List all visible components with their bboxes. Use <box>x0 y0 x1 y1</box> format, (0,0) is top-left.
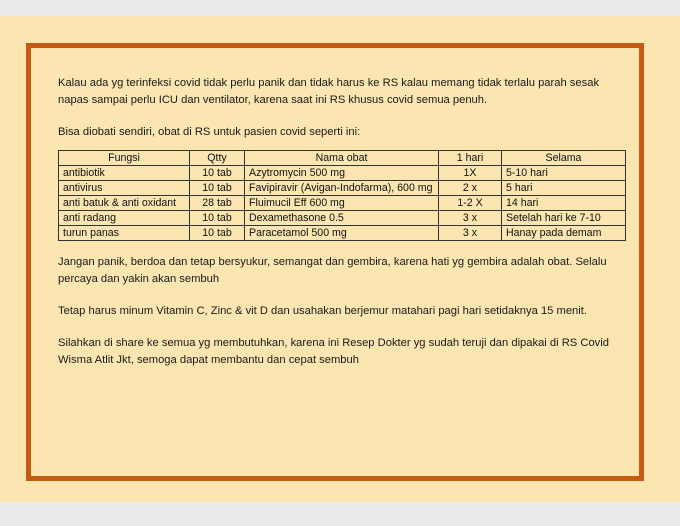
cell-fungsi: antibiotik <box>59 166 190 181</box>
cell-nama-obat: Fluimucil Eff 600 mg <box>245 196 439 211</box>
cell-nama-obat: Favipiravir (Avigan-Indofarma), 600 mg <box>245 181 439 196</box>
cell-selama: Hanay pada demam <box>502 226 626 241</box>
vitamin-paragraph: Tetap harus minum Vitamin C, Zinc & vit D dan usahakan berjemur matahari pagi hari setidaknya 15 menit. <box>58 305 587 317</box>
header-selama: Selama <box>502 151 626 166</box>
cell-fungsi: anti batuk & anti oxidant <box>59 196 190 211</box>
cell-nama-obat: Paracetamol 500 mg <box>245 226 439 241</box>
table-row <box>59 181 626 196</box>
header-fungsi: Fungsi <box>59 151 190 166</box>
share-paragraph: Silahkan di share ke semua yg membutuhkan, karena ini Resep Dokter yg sudah teruji dan dipakai di RS Covid Wisma Atlit Jkt, semoga dapat membantu dan cepat sembuh <box>58 337 609 366</box>
lead-paragraph: Bisa diobati sendiri, obat di RS untuk pasien covid seperti ini: <box>58 126 361 138</box>
cell-fungsi: antivirus <box>59 181 190 196</box>
cell-qtty: 28 tab <box>190 196 245 211</box>
cell-nama-obat: Dexamethasone 0.5 <box>245 211 439 226</box>
table-row <box>59 196 626 211</box>
cell-1-hari: 1X <box>439 166 502 181</box>
header-1-hari: 1 hari <box>439 151 502 166</box>
cell-qtty: 10 tab <box>190 181 245 196</box>
cell-1-hari: 2 x <box>439 181 502 196</box>
cell-selama: 5-10 hari <box>502 166 626 181</box>
cell-selama: Setelah hari ke 7-10 <box>502 211 626 226</box>
cell-nama-obat: Azytromycin 500 mg <box>245 166 439 181</box>
cell-selama: 14 hari <box>502 196 626 211</box>
cell-fungsi: anti radang <box>59 211 190 226</box>
cell-qtty: 10 tab <box>190 166 245 181</box>
header-qtty: Qtty <box>190 151 245 166</box>
slide-content <box>58 75 628 369</box>
encouragement-paragraph: Jangan panik, berdoa dan tetap bersyukur, semangat dan gembira, karena hati yg gembira adalah obat. Selalu percaya dan yakin akan sembuh <box>58 256 607 285</box>
table-row <box>59 211 626 226</box>
cell-selama: 5 hari <box>502 181 626 196</box>
table-row <box>59 226 626 241</box>
cell-1-hari: 3 x <box>439 226 502 241</box>
cell-qtty: 10 tab <box>190 226 245 241</box>
cell-1-hari: 1-2 X <box>439 196 502 211</box>
medication-table <box>58 150 626 241</box>
cell-qtty: 10 tab <box>190 211 245 226</box>
table-header-row <box>59 151 626 166</box>
cell-fungsi: turun panas <box>59 226 190 241</box>
table-row <box>59 166 626 181</box>
header-nama-obat: Nama obat <box>245 151 439 166</box>
cell-1-hari: 3 x <box>439 211 502 226</box>
intro-paragraph: Kalau ada yg terinfeksi covid tidak perlu panik dan tidak harus ke RS kalau memang tidak terlalu parah sesak napas sampai perlu ICU dan ventilator, karena saat ini RS khusus covid semua penuh. <box>58 77 600 106</box>
